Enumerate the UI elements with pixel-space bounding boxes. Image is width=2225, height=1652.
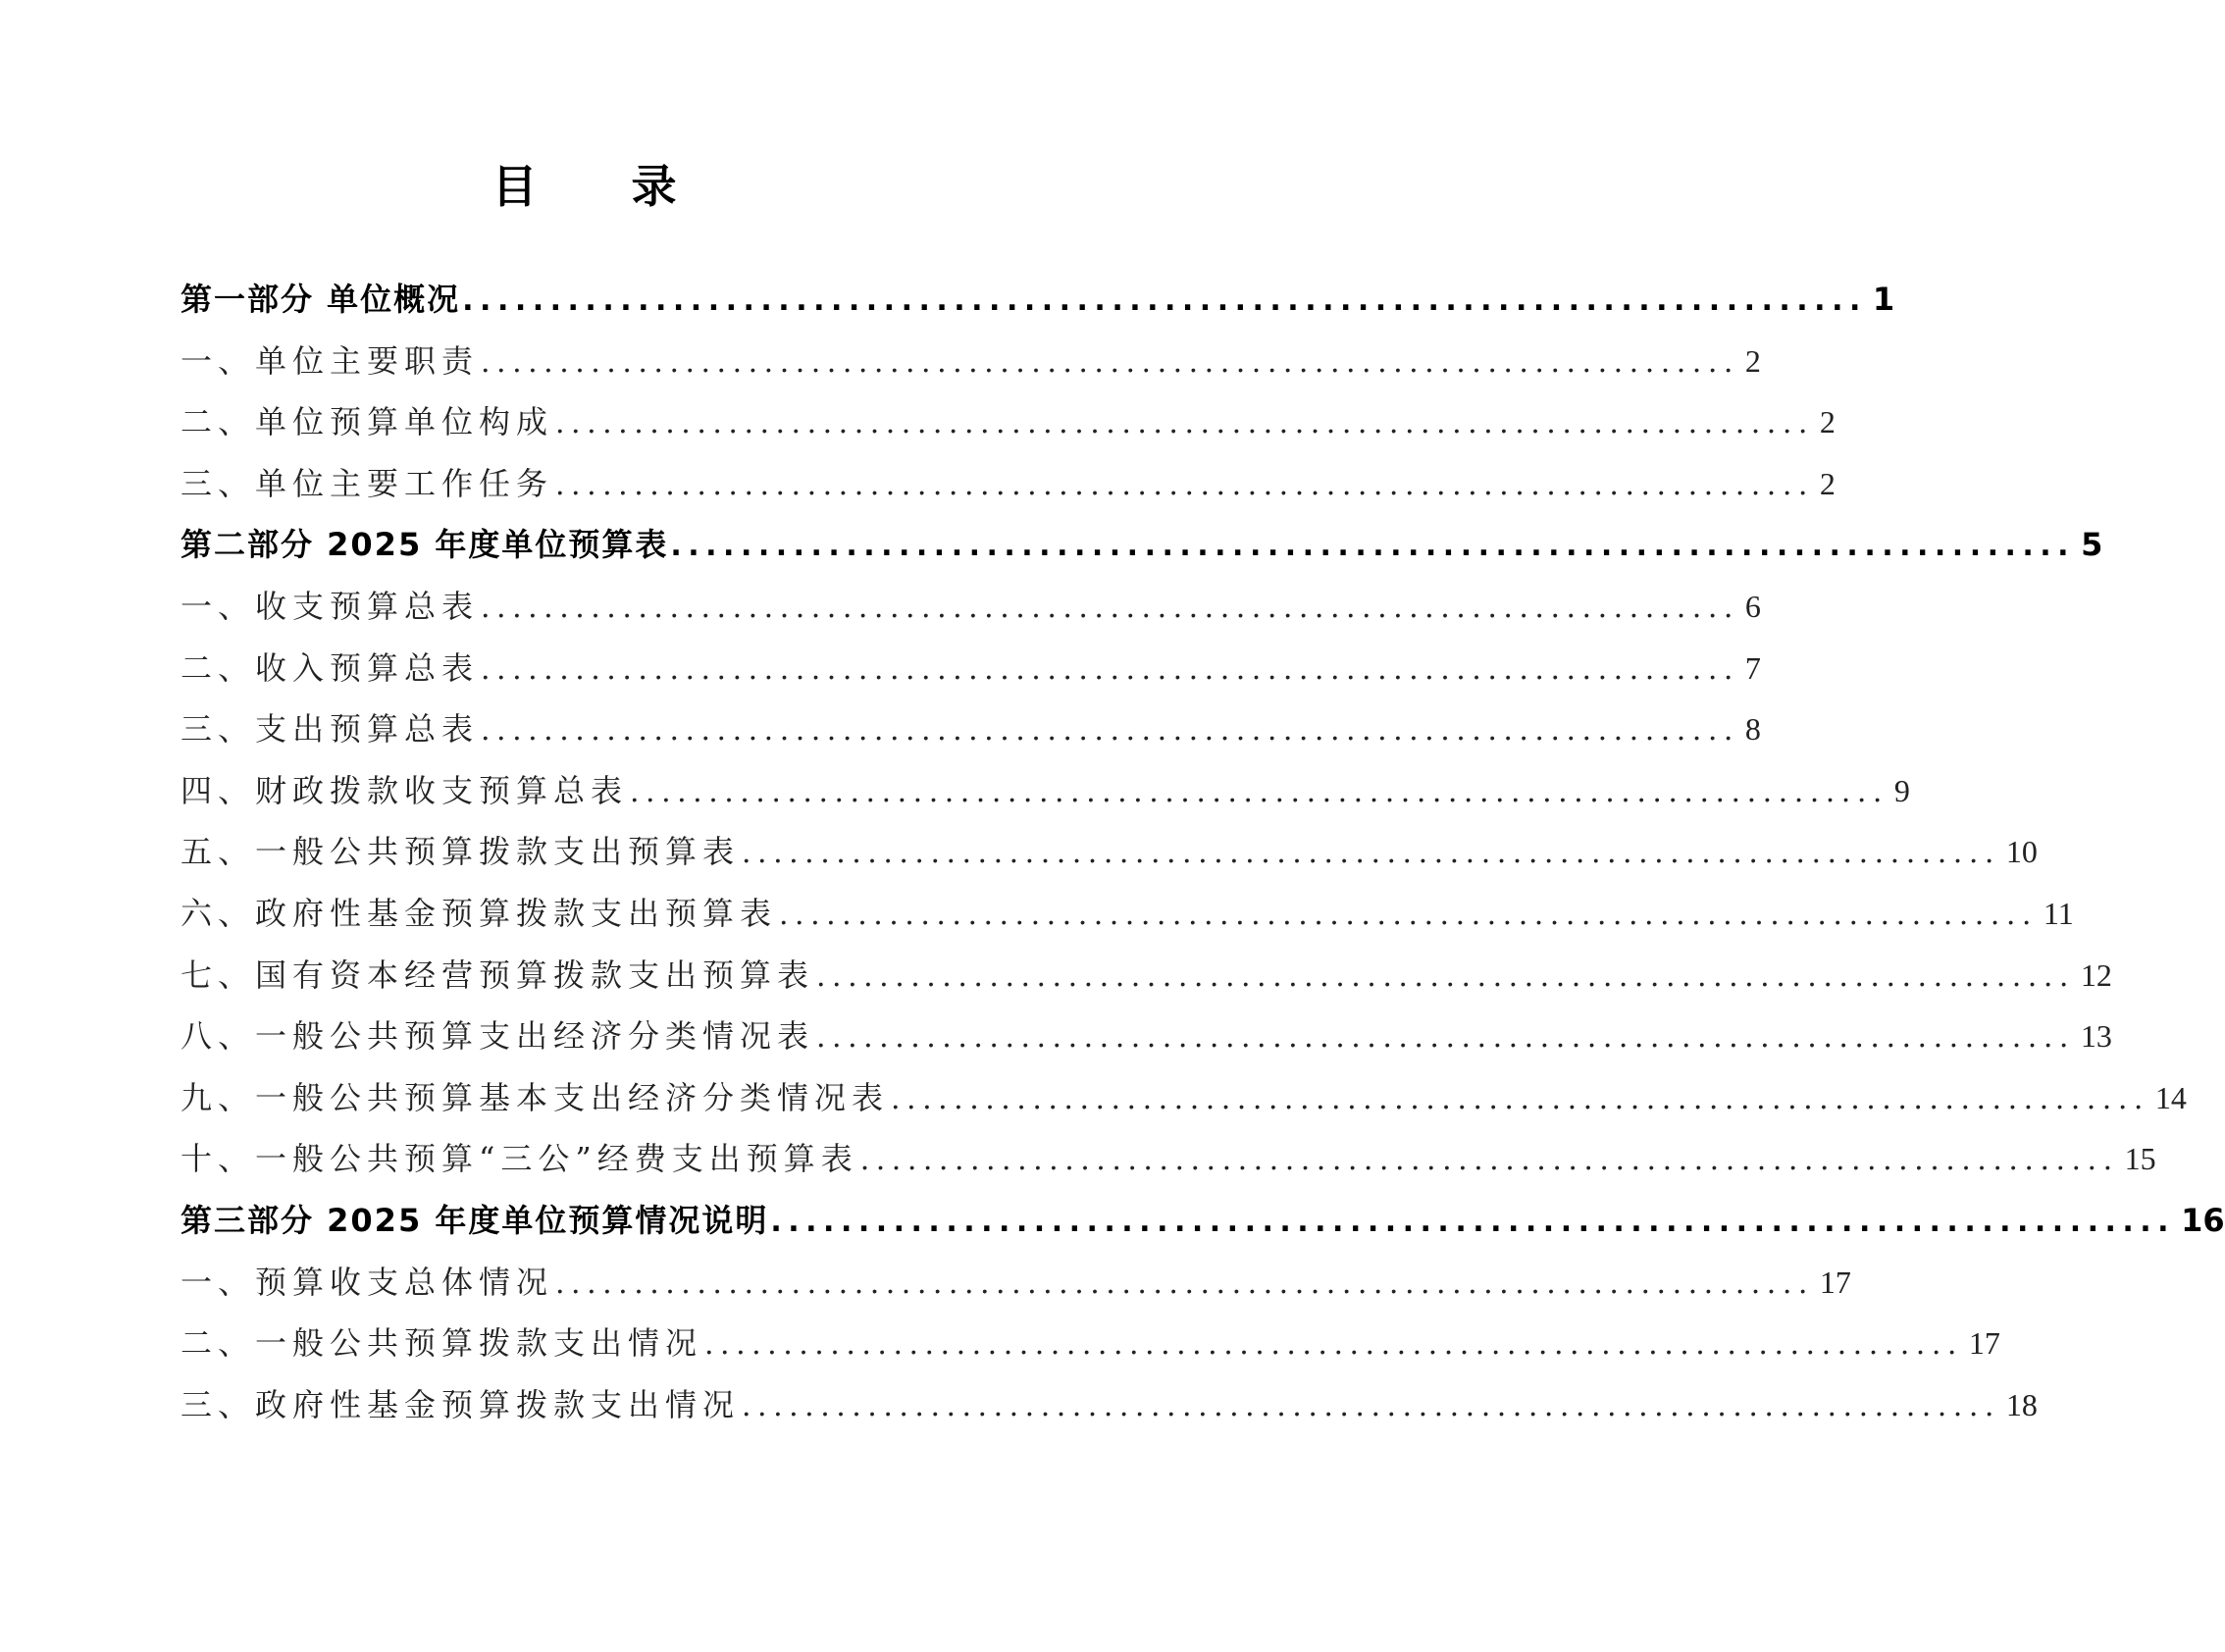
toc-item-label: 一、收支预算总表 <box>181 587 480 625</box>
dot-leader: ................................................................................ <box>742 836 2000 871</box>
toc-item-label: 四、财政拨款收支预算总表 <box>181 771 629 809</box>
toc-page-number: 10 <box>2005 834 2038 870</box>
dot-leader: ................................................................................ <box>816 1020 2075 1056</box>
toc-item[interactable] <box>181 1374 2038 1436</box>
toc-item-label: 二、一般公共预算拨款支出情况 <box>181 1324 703 1363</box>
toc-item-label: 二、单位预算单位构成 <box>181 403 554 441</box>
toc-item-label: 二、收入预算总表 <box>181 648 480 687</box>
dot-leader: ................................................................................ <box>481 590 1739 625</box>
toc-item-label: 一、预算收支总体情况 <box>181 1263 554 1301</box>
dot-leader: ................................................................................ <box>742 1388 2000 1423</box>
toc-page-number: 2 <box>1744 342 1761 379</box>
toc-item[interactable] <box>181 883 2074 945</box>
page-title: 目 录 <box>492 160 716 213</box>
dot-leader: ................................................................................ <box>770 1204 2176 1239</box>
toc-part-heading[interactable] <box>181 514 2103 576</box>
toc-page-number: 11 <box>2043 895 2074 931</box>
toc-item-label: 五、一般公共预算拨款支出预算表 <box>181 833 741 871</box>
toc-page-number: 5 <box>2081 526 2103 564</box>
toc-page-number: 14 <box>2154 1079 2187 1115</box>
dot-leader: ................................................................................ <box>481 344 1739 380</box>
toc-item-label: 七、国有资本经营预算拨款支出预算表 <box>181 955 815 994</box>
toc-item-label: 三、支出预算总表 <box>181 710 480 749</box>
dot-leader: ................................................................................ <box>816 958 2075 994</box>
toc-item-label: 一、单位主要职责 <box>181 341 480 380</box>
toc-page-number: 7 <box>1744 649 1761 686</box>
toc-item-label: 三、政府性基金预算拨款支出情况 <box>181 1385 741 1423</box>
toc-item[interactable] <box>181 576 1761 638</box>
toc-item[interactable] <box>181 453 1836 515</box>
dot-leader: ................................................................................ <box>779 897 2038 932</box>
toc-item-label: 第二部分 2025 年度单位预算表 <box>181 526 669 564</box>
dot-leader: ................................................................................ <box>462 284 1867 318</box>
toc-page-number: 12 <box>2080 956 2112 993</box>
dot-leader: ................................................................................ <box>481 651 1739 687</box>
toc-item-label: 八、一般公共预算支出经济分类情况表 <box>181 1017 815 1056</box>
toc-page-number: 8 <box>1744 711 1761 748</box>
dot-leader: ................................................................................ <box>859 1143 2119 1178</box>
toc-item-label: 六、政府性基金预算拨款支出预算表 <box>181 894 778 932</box>
toc-page-number: 2 <box>1819 404 1836 440</box>
toc-item[interactable] <box>181 1006 2112 1067</box>
dot-leader: ................................................................................ <box>630 774 1889 809</box>
dot-leader: ................................................................................ <box>704 1327 1963 1363</box>
toc-item-label: 第一部分 单位概况 <box>181 281 461 318</box>
toc-item[interactable] <box>181 1128 2156 1190</box>
dot-leader: ................................................................................ <box>555 467 1814 502</box>
toc-item[interactable] <box>181 698 1761 760</box>
dot-leader: ................................................................................ <box>481 713 1739 749</box>
table-of-contents <box>181 269 2225 1435</box>
toc-item-label: 三、单位主要工作任务 <box>181 464 554 502</box>
toc-item-label: 十、一般公共预算“三公”经费支出预算表 <box>181 1140 858 1178</box>
toc-item[interactable] <box>181 638 1761 699</box>
toc-page-number: 13 <box>2080 1018 2112 1055</box>
toc-page-number: 2 <box>1819 465 1836 501</box>
toc-item[interactable] <box>181 1067 2187 1129</box>
toc-item[interactable] <box>181 331 1761 392</box>
toc-page-number: 15 <box>2124 1141 2156 1177</box>
toc-page-number: 16 <box>2181 1201 2225 1239</box>
toc-item[interactable] <box>181 391 1836 453</box>
toc-page-number: 18 <box>2005 1386 2038 1422</box>
toc-item[interactable] <box>181 945 2112 1007</box>
toc-page-number: 6 <box>1744 588 1761 624</box>
toc-part-heading[interactable] <box>181 1190 2225 1252</box>
dot-leader: ................................................................................ <box>555 406 1814 441</box>
toc-part-heading[interactable] <box>181 269 1895 331</box>
dot-leader: ................................................................................ <box>891 1081 2149 1116</box>
toc-item[interactable] <box>181 1252 1851 1314</box>
toc-page-number: 1 <box>1872 281 1895 318</box>
toc-item[interactable] <box>181 821 2038 883</box>
dot-leader: ................................................................................ <box>555 1265 1814 1301</box>
toc-item[interactable] <box>181 760 1910 822</box>
toc-page-number: 9 <box>1893 772 1910 808</box>
toc-page-number: 17 <box>1968 1325 2000 1362</box>
toc-item-label: 第三部分 2025 年度单位预算情况说明 <box>181 1201 769 1239</box>
toc-item-label: 九、一般公共预算基本支出经济分类情况表 <box>181 1078 890 1116</box>
toc-item[interactable] <box>181 1313 2000 1374</box>
toc-page-number: 17 <box>1819 1264 1851 1300</box>
dot-leader: ................................................................................ <box>670 529 2076 564</box>
